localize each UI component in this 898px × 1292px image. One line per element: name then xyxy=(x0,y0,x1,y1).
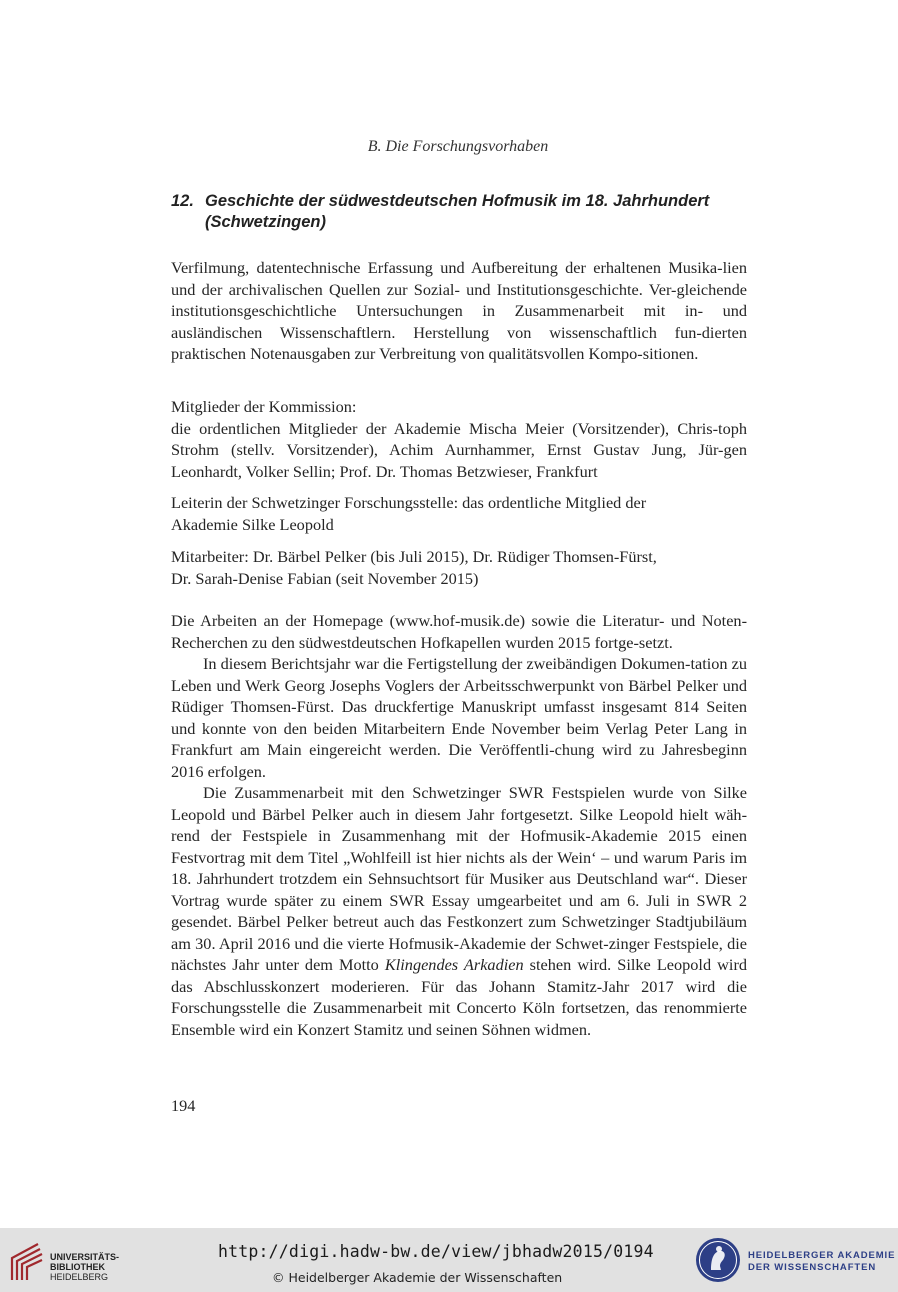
university-library-logo[interactable] xyxy=(8,1236,118,1284)
academy-wordmark xyxy=(748,1250,895,1274)
report-paragraph-3 xyxy=(171,782,747,1040)
leader-line-1: Leiterin der Schwetzinger Forschungsstelle: das ordentliche Mitglied der xyxy=(171,493,647,512)
page-number: 194 xyxy=(171,1096,196,1115)
commission-members xyxy=(171,396,747,482)
copyright-notice: © Heidelberger Akademie der Wissenschaften xyxy=(272,1270,563,1285)
report-paragraph-3-start: Die Zusammenarbeit mit den Schwetzinger SWR Festspielen wurde von Silke Leopold und Bärbel Pelker auch in diesem Jahr fortgesetzt. Silke Leopold hielt wäh-rend der Festspiele in Zusammenhang mit der Hofmusik-Akademie 2015 einen Festvortrag mit dem Titel „Wohlfeill ist hier nichts als der Wein‘ – und warum Paris im 18. Jahrhundert trotzdem ein Sehnsuchtsort für Musiker aus Deutschland war“. Dieser Vortrag wurde später zu einem SWR Essay umgearbeitet und am 6. Juli in SWR 2 gesendet. Bärbel Pelker betreut auch das Festkonzert zum Schwetzinger Stadtjubiläum am 30. April 2016 und die vierte Hofmusik-Akademie der Schwet-zinger Festspiele, die nächstes Jahr unter dem Motto xyxy=(171,783,747,974)
university-library-wordmark xyxy=(50,1252,119,1282)
running-head: B. Die Forschungsvorhaben xyxy=(367,138,549,155)
chapter-heading xyxy=(171,191,751,233)
report-paragraph-3-end: stehen wird. Silke Leopold wird das Abschlusskonzert moderieren. Für das Johann Stamitz-Jahr 2017 wird die Forschungsstelle die Zusammenarbeit mit Concerto Köln fortsetzen, das renommierte Ensemble wird ein Konzert Stamitz und seinen Söhnen widmen. xyxy=(171,955,748,1039)
project-description xyxy=(171,257,747,365)
motto-title: Klingendes Arkadien xyxy=(384,955,524,974)
ub-line-1: UNIVERSITÄTS- xyxy=(50,1252,120,1262)
staff-line-2: Dr. Sarah-Denise Fabian (seit November 2015) xyxy=(171,568,479,588)
report-paragraph-1: Die Arbeiten an der Homepage (www.hof-musik.de) sowie die Literatur- und Noten-Recherchen zu den südwestdeutschen Hofkapellen wurden 2015 fortge-setzt. xyxy=(171,611,747,652)
research-leader xyxy=(171,492,747,535)
report-paragraph-2: In diesem Berichtsjahr war die Fertigstellung der zweibändigen Dokumen-tation zu Leben und Werk Georg Josephs Voglers der Arbeitsschwerpunkt von Bärbel Pelker und Rüdiger Thomsen-Fürst. Das druckfertige Manuskript umfasst insgesamt 814 Seiten und konnte von den beiden Mitarbeitern Ende November beim Verlag Peter Lang in Frankfurt am Main eingereicht werden. Die Veröffentli-chung wird zu Jahresbeginn 2016 erfolgen. xyxy=(171,654,747,781)
chapter-number: 12. xyxy=(171,192,194,210)
academy-logo[interactable] xyxy=(694,1236,894,1286)
staff-members xyxy=(171,546,747,589)
footer-bar xyxy=(0,1228,898,1292)
intro-paragraph: Verfilmung, datentechnische Erfassung und Aufbereitung der erhaltenen Musika-lien und der archivalischen Quellen zur Sozial- und Institutionsgeschichte. Ver-gleichende institutionsgeschichtliche Untersuchungen in Zusammenarbeit mit in- und ausländischen Wissenschaftlern. Herstellung von wissenschaftlich fun-dierten praktischen Notenausgaben zur Verbreitung von qualitätsvollen Kompo-sitionen. xyxy=(171,258,747,363)
members-text: die ordentlichen Mitglieder der Akademie Mischa Meier (Vorsitzender), Chris-toph Strohm (stellv. Vorsitzender), Achim Aurnhammer, Ernst Gustav Jung, Jür-gen Leonhardt, Volker Sellin; Prof. Dr. Thomas Betzwieser, Frankfurt xyxy=(171,418,747,481)
university-library-emblem-icon xyxy=(8,1236,44,1284)
members-heading: Mitglieder der Kommission: xyxy=(171,397,357,416)
academy-seal-icon xyxy=(694,1236,742,1284)
chapter-title: Geschichte der südwestdeutschen Hofmusik im 18. Jahrhundert (Schwetzingen) xyxy=(205,192,710,231)
hadw-line-2: DER WISSENSCHAFTEN xyxy=(748,1262,877,1273)
leader-line-2: Akademie Silke Leopold xyxy=(171,514,334,534)
staff-line-1: Mitarbeiter: Dr. Bärbel Pelker (bis Juli 2015), Dr. Rüdiger Thomsen-Fürst, xyxy=(171,547,657,566)
annual-report xyxy=(171,610,747,1040)
permalink-url[interactable]: http://digi.hadw-bw.de/view/jbhadw2015/0194 xyxy=(218,1242,654,1261)
ub-line-2: BIBLIOTHEK xyxy=(50,1262,105,1272)
ub-line-3: HEIDELBERG xyxy=(50,1272,109,1282)
hadw-line-1: HEIDELBERGER AKADEMIE xyxy=(748,1250,896,1261)
